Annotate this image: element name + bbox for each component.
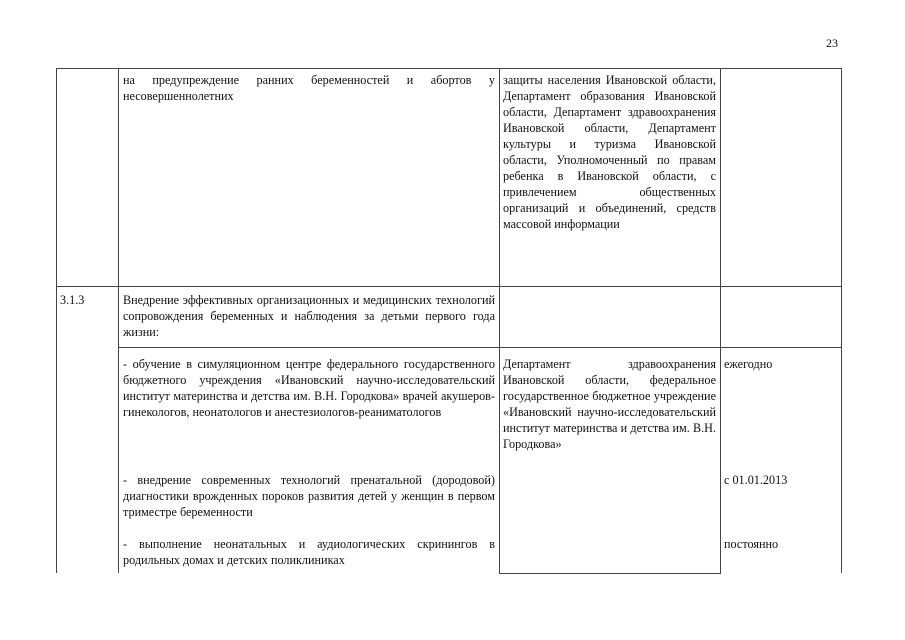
table-border-col3 [720,68,721,573]
row-heading: Внедрение эффективных организационных и медицинских технологий сопровождения беременных и наблюдения за детьми первого года жизни: [123,293,495,339]
table-border-top [56,68,842,69]
executor-text-prev: защиты населения Ивановской области, Департамент образования Ивановской области, Департамент здравоохранения Ивановской области, Департамент культуры и туризма Ивановской области, Уполномоченный по правам ребенка в Ивановской области, с привлечением общественных организаций и объединений, средств массовой информации [503,73,716,231]
term-start-date: с 01.01.2013 [724,473,788,487]
row-number: 3.1.3 [60,293,85,307]
term-permanent: постоянно [724,537,779,551]
executor-text: Департамент здравоохранения Ивановской области, федеральное государственное бюджетное учреждение «Ивановский научно-исследовательский институт материнства и детства им. В.Н. Городкова» [503,357,716,451]
list-item: - внедрение современных технологий пренатальной (дородовой) диагностики врожденных пороков развития детей у женщин в первом триместре беременности [123,473,495,519]
table-border-left [56,68,57,573]
list-item: - выполнение неонатальных и аудиологических скринингов в родильных домах и детских поликлиниках [123,537,495,567]
table-border-col2 [499,68,500,573]
page-number: 23 [826,36,838,50]
term-annual: ежегодно [724,357,773,371]
list-item: - обучение в симуляционном центре федерального государственного бюджетного учреждения «Ивановский научно-исследовательский институт материнства и детства им. В.Н. Городкова» врачей акушеров-гинекологов, неонатологов и анестезиологов-реаниматологов [123,357,495,419]
executor-cell-bottom [499,573,721,574]
row-divider-2 [118,347,842,348]
activity-text-prev: на предупреждение ранних беременностей и абортов у несовершеннолетних [123,73,495,103]
table-border-right [841,68,842,573]
row-divider-1 [56,286,842,287]
table-border-col1 [118,68,119,573]
